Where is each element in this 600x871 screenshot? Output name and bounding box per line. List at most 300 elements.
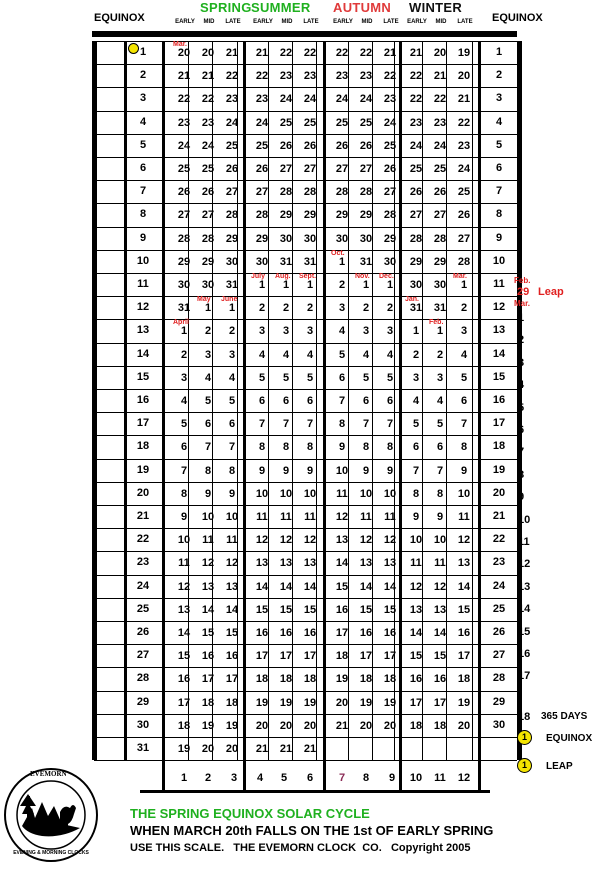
table-cell: 22 xyxy=(409,93,423,106)
table-cell: 27 xyxy=(255,186,269,199)
equinox-row-number-right: 12 xyxy=(492,301,506,314)
equinox-right-hline xyxy=(481,621,517,622)
evemorn-logo xyxy=(2,766,100,864)
table-cell: 10 xyxy=(279,487,293,500)
equinox-left-hline xyxy=(94,319,124,320)
table-cell: 29 xyxy=(383,232,397,245)
subcolumn-header: LATE xyxy=(303,19,319,25)
subcolumn-header: MID xyxy=(281,19,293,25)
equinox-left-hline xyxy=(94,621,124,622)
bottom-scale-number: 3 xyxy=(230,772,238,785)
table-cell: 13 xyxy=(457,557,471,570)
right-scale-number: 7 xyxy=(518,446,525,459)
grid-vline-extension xyxy=(478,760,481,790)
equinox-row-number-right: 29 xyxy=(492,695,506,708)
grid-hline xyxy=(124,667,482,668)
table-cell: 10 xyxy=(457,487,471,500)
legend-equinox: EQUINOX xyxy=(546,733,593,744)
table-cell: 15 xyxy=(201,627,215,639)
table-cell: 8 xyxy=(204,464,212,477)
table-cell: 6 xyxy=(282,395,290,407)
equinox-right-hline xyxy=(481,64,517,65)
grid-hline xyxy=(124,389,482,390)
table-cell: 10 xyxy=(433,534,447,547)
right-scale-number: 8 xyxy=(518,468,525,481)
table-cell: 24 xyxy=(457,163,471,175)
equinox-row-number-left: 27 xyxy=(136,649,150,662)
equinox-row-number-left: 10 xyxy=(136,254,150,267)
table-cell: 8 xyxy=(460,441,468,454)
grid-hline xyxy=(124,87,482,88)
equinox-right-hline xyxy=(481,737,517,738)
table-cell: 1 xyxy=(306,279,314,291)
table-cell: 23 xyxy=(409,116,423,129)
equinox-row-number-right: 3 xyxy=(495,92,503,105)
grid-hline xyxy=(124,435,482,436)
table-cell: 14 xyxy=(433,627,447,639)
table-cell: 4 xyxy=(338,325,346,338)
table-cell: 20 xyxy=(457,719,471,732)
table-cell: 22 xyxy=(383,70,397,83)
table-cell: 13 xyxy=(255,557,269,570)
equinox-right-hline xyxy=(481,296,517,297)
table-cell: 26 xyxy=(383,163,397,175)
table-cell: 26 xyxy=(201,186,215,199)
table-cell: 7 xyxy=(362,418,370,431)
header-rule xyxy=(92,31,517,37)
grid-hline xyxy=(124,111,482,112)
table-cell: 11 xyxy=(336,487,348,500)
equinox-row-number-right: 14 xyxy=(492,347,506,360)
table-cell: 1 xyxy=(460,279,468,291)
grid-hline xyxy=(124,459,482,460)
right-scale-number: 5 xyxy=(518,401,525,414)
table-cell: 8 xyxy=(436,487,444,500)
table-cell: 31 xyxy=(177,302,191,315)
equinox-right-hline xyxy=(481,134,517,135)
table-cell: 2 xyxy=(282,302,290,315)
table-cell: 18 xyxy=(335,650,349,663)
equinox-right-hline xyxy=(481,203,517,204)
table-cell: 20 xyxy=(359,719,373,732)
table-cell: 12 xyxy=(279,534,293,547)
table-cell: 18 xyxy=(279,673,293,686)
table-cell: 25 xyxy=(409,163,423,175)
equinox-left-hline xyxy=(94,389,124,390)
equinox-row-number-right: 28 xyxy=(492,672,506,685)
equinox-right-hline xyxy=(481,691,517,692)
table-cell: 22 xyxy=(225,70,239,83)
table-cell: 13 xyxy=(225,580,239,593)
table-cell: 23 xyxy=(225,93,239,106)
table-cell: 3 xyxy=(460,325,468,338)
table-cell: 9 xyxy=(436,511,444,523)
table-cell: 4 xyxy=(228,371,236,384)
equinox-row-number-left: 22 xyxy=(136,533,150,546)
table-cell: 2 xyxy=(460,302,468,315)
table-cell: 16 xyxy=(177,673,191,686)
equinox-left-hline xyxy=(94,598,124,599)
right-scale-number: 3 xyxy=(518,356,525,369)
equinox-row-number-right: 6 xyxy=(495,162,503,174)
table-cell: 14 xyxy=(201,603,215,616)
equinox-row-number-left: 1 xyxy=(139,46,147,58)
grid-hline xyxy=(124,296,482,297)
table-cell: 22 xyxy=(279,47,293,59)
table-cell: 22 xyxy=(335,47,349,59)
table-cell: 28 xyxy=(359,186,373,199)
table-cell: 1 xyxy=(412,325,420,338)
table-cell: 5 xyxy=(386,371,394,384)
table-cell: 20 xyxy=(303,719,317,732)
table-cell: 17 xyxy=(457,650,471,663)
table-cell: 6 xyxy=(306,395,314,407)
table-cell: 22 xyxy=(457,116,471,129)
table-cell: 4 xyxy=(258,348,266,361)
table-cell: 28 xyxy=(201,232,215,245)
equinox-right-hline xyxy=(481,482,517,483)
table-cell: 9 xyxy=(362,464,370,477)
equinox-marker-icon: 1 xyxy=(517,730,532,745)
subcolumn-header: EARLY xyxy=(175,19,195,25)
month-label: Dec. xyxy=(379,273,394,280)
table-cell: 15 xyxy=(225,627,239,639)
table-cell: 13 xyxy=(335,534,349,547)
equinox-row-number-left: 24 xyxy=(136,579,150,592)
equinox-left-hline xyxy=(94,575,124,576)
table-cell: 12 xyxy=(335,511,349,523)
equinox-row-number-right: 4 xyxy=(495,115,503,128)
equinox-start-marker-icon xyxy=(128,43,139,54)
table-cell: 23 xyxy=(457,139,471,152)
table-cell: 17 xyxy=(409,696,423,709)
grid-hline xyxy=(124,714,482,715)
table-cell: 6 xyxy=(362,395,370,407)
table-cell: 27 xyxy=(433,209,447,222)
table-cell: 4 xyxy=(436,395,444,407)
right-scale-number: 11 xyxy=(518,536,530,548)
grid-hline xyxy=(124,737,482,738)
grid-hline xyxy=(124,644,482,645)
equinox-row-number-right: 18 xyxy=(492,440,506,453)
table-cell: 15 xyxy=(383,603,397,616)
equinox-row-number-right: 26 xyxy=(492,626,506,638)
month-label: Jan. xyxy=(405,296,420,304)
table-cell: 29 xyxy=(303,209,317,222)
equinox-left-hline xyxy=(94,714,124,715)
table-cell: 21 xyxy=(279,743,293,755)
equinox-right-hline xyxy=(481,319,517,320)
equinox-row-number-left: 17 xyxy=(136,417,150,430)
table-cell: 12 xyxy=(177,580,191,593)
table-cell: 7 xyxy=(204,441,212,454)
table-cell: 30 xyxy=(201,279,215,291)
table-cell: 1 xyxy=(338,255,346,268)
table-cell: 21 xyxy=(225,47,239,59)
feb-label: Feb. xyxy=(514,276,531,285)
right-scale-number: 2 xyxy=(518,334,525,347)
grid-hline xyxy=(124,482,482,483)
legend-leap: LEAP xyxy=(546,761,573,772)
table-cell: 1 xyxy=(204,302,212,315)
table-cell: 30 xyxy=(409,279,423,291)
table-cell: 4 xyxy=(412,395,420,407)
table-cell: 20 xyxy=(433,47,447,59)
table-cell: 2 xyxy=(180,348,188,361)
table-cell: 17 xyxy=(255,650,269,663)
table-cell: 2 xyxy=(204,325,212,338)
table-cell: 25 xyxy=(335,116,349,129)
table-cell: 9 xyxy=(282,464,290,477)
table-cell: 10 xyxy=(177,534,191,547)
table-cell: 15 xyxy=(433,650,447,663)
table-cell: 24 xyxy=(383,116,397,129)
mar-label: Mar. xyxy=(514,299,531,308)
table-cell: 26 xyxy=(433,186,447,199)
equinox-right-hline xyxy=(481,760,517,761)
table-cell: 5 xyxy=(180,418,188,431)
equinox-row-number-left: 26 xyxy=(136,626,150,638)
table-cell: 11 xyxy=(384,511,396,523)
table-cell: 14 xyxy=(383,580,397,593)
table-cell: 24 xyxy=(335,93,349,106)
right-scale-number: 18 xyxy=(518,711,531,723)
table-cell: 19 xyxy=(303,696,317,709)
grid-hline xyxy=(124,203,482,204)
table-cell: 20 xyxy=(201,743,215,755)
bottom-scale-number: 9 xyxy=(388,772,396,785)
equinox-right-hline xyxy=(481,366,517,367)
equinox-row-number-right: 7 xyxy=(495,185,503,198)
table-cell: 27 xyxy=(303,163,317,175)
bottom-scale-number: 6 xyxy=(306,772,314,785)
table-cell: 26 xyxy=(177,186,191,199)
table-cell: 30 xyxy=(225,255,239,268)
equinox-left-hline xyxy=(94,412,124,413)
table-cell: 10 xyxy=(359,487,373,500)
table-cell: 27 xyxy=(359,163,373,175)
table-cell: 3 xyxy=(412,371,420,384)
table-cell: 23 xyxy=(255,93,269,106)
grid-hline xyxy=(124,575,482,576)
table-cell: 3 xyxy=(338,302,346,315)
equinox-row-number-right: 20 xyxy=(492,486,506,499)
month-label: Nov. xyxy=(355,273,370,280)
table-cell: 14 xyxy=(303,580,317,593)
bottom-rule xyxy=(140,790,490,793)
table-cell: 20 xyxy=(225,743,239,755)
table-cell: 7 xyxy=(338,395,346,407)
equinox-left-hline xyxy=(94,737,124,738)
table-cell: 22 xyxy=(177,93,191,106)
equinox-left-hline xyxy=(94,366,124,367)
table-cell: 11 xyxy=(458,511,470,523)
table-cell: 16 xyxy=(279,627,293,639)
table-cell: 13 xyxy=(383,557,397,570)
equinox-left-hline xyxy=(94,459,124,460)
subcolumn-header: MID xyxy=(435,19,447,25)
table-cell: 27 xyxy=(177,209,191,222)
subcolumn-header: MID xyxy=(203,19,215,25)
grid-vline xyxy=(162,41,165,760)
table-cell: 2 xyxy=(258,302,266,315)
table-cell: 19 xyxy=(457,47,471,59)
table-cell: 18 xyxy=(255,673,269,686)
table-cell: 22 xyxy=(359,47,373,59)
equinox-row-number-right: 1 xyxy=(495,46,503,58)
table-cell: 24 xyxy=(225,116,239,129)
month-label: Oct. xyxy=(331,249,345,257)
table-cell: 2 xyxy=(412,348,420,361)
equinox-row-number-right: 30 xyxy=(492,718,506,731)
table-cell: 15 xyxy=(457,603,471,616)
bottom-scale-number: 12 xyxy=(457,772,471,785)
table-cell: 21 xyxy=(303,743,317,755)
equinox-row-number-right: 10 xyxy=(492,254,506,267)
table-cell: 29 xyxy=(409,255,423,268)
footer-line3: USE THIS SCALE. THE EVEMORN CLOCK CO. Copyright 2005 xyxy=(130,842,471,854)
bottom-scale-number: 5 xyxy=(280,772,288,785)
table-cell: 12 xyxy=(225,557,239,570)
table-cell: 25 xyxy=(383,139,397,152)
table-cell: 20 xyxy=(255,719,269,732)
table-cell: 11 xyxy=(304,511,316,523)
equinox-row-number-left: 15 xyxy=(136,370,150,383)
table-cell: 9 xyxy=(460,464,468,477)
grid-hline xyxy=(124,366,482,367)
table-cell: 3 xyxy=(258,325,266,338)
equinox-row-number-right: 16 xyxy=(492,394,506,406)
equinox-row-number-right: 8 xyxy=(495,208,503,221)
table-cell: 11 xyxy=(202,534,214,547)
equinox-left-hline xyxy=(94,528,124,529)
equinox-right-hline xyxy=(481,667,517,668)
bottom-scale-number: 10 xyxy=(409,772,423,785)
table-cell: 23 xyxy=(359,70,373,83)
equinox-right-hline xyxy=(481,273,517,274)
table-cell: 27 xyxy=(335,163,349,175)
table-cell: 7 xyxy=(412,464,420,477)
table-cell: 10 xyxy=(383,487,397,500)
table-cell: 22 xyxy=(255,70,269,83)
equinox-left-hline xyxy=(94,227,124,228)
season-autumn: AUTUMN xyxy=(333,0,392,15)
equinox-row-number-right: 13 xyxy=(492,324,506,337)
table-cell: 5 xyxy=(258,371,266,384)
table-cell: 24 xyxy=(201,139,215,152)
table-cell: 19 xyxy=(225,719,239,732)
equinox-row-number-left: 4 xyxy=(139,115,147,128)
table-cell: 31 xyxy=(225,279,239,291)
table-cell: 19 xyxy=(279,696,293,709)
month-label: Mar. xyxy=(173,41,188,48)
table-cell: 3 xyxy=(228,348,236,361)
table-cell: 9 xyxy=(258,464,266,477)
table-cell: 6 xyxy=(436,441,444,454)
equinox-row-number-right: 15 xyxy=(492,370,506,383)
table-cell: 30 xyxy=(177,279,191,291)
table-cell: 16 xyxy=(225,650,239,663)
table-cell: 14 xyxy=(225,603,239,616)
table-cell: 16 xyxy=(383,627,397,639)
table-cell: 5 xyxy=(338,348,346,361)
table-cell: 24 xyxy=(177,139,191,152)
table-cell: 15 xyxy=(255,603,269,616)
table-cell: 29 xyxy=(433,255,447,268)
equinox-left-hline xyxy=(94,64,124,65)
table-cell: 6 xyxy=(460,395,468,407)
table-cell: 16 xyxy=(457,627,471,639)
table-cell: 14 xyxy=(279,580,293,593)
bottom-scale-number: 11 xyxy=(434,772,446,785)
table-cell: 29 xyxy=(201,255,215,268)
grid-hline xyxy=(124,180,482,181)
equinox-right-hline xyxy=(481,180,517,181)
bottom-scale-number: 7 xyxy=(338,772,346,785)
table-cell: 12 xyxy=(303,534,317,547)
table-cell: 1 xyxy=(180,325,188,338)
table-cell: 24 xyxy=(279,93,293,106)
grid-hline xyxy=(124,227,482,228)
table-cell: 4 xyxy=(282,348,290,361)
equinox-row-number-left: 2 xyxy=(139,69,147,82)
equinox-left-hline xyxy=(94,667,124,668)
table-cell: 30 xyxy=(383,255,397,268)
table-cell: 23 xyxy=(303,70,317,83)
subcolumn-header: EARLY xyxy=(407,19,427,25)
equinox-right-hline xyxy=(481,389,517,390)
leap-day: 29 xyxy=(517,286,530,298)
table-cell: 13 xyxy=(303,557,317,570)
table-cell: 4 xyxy=(362,348,370,361)
table-cell: 21 xyxy=(383,47,397,59)
table-cell: 25 xyxy=(225,139,239,152)
table-cell: 23 xyxy=(201,116,215,129)
equinox-right-hline xyxy=(481,157,517,158)
table-cell: 30 xyxy=(279,232,293,245)
right-scale-number: 17 xyxy=(518,670,531,683)
table-cell: 23 xyxy=(335,70,349,83)
table-cell: 29 xyxy=(255,232,269,245)
table-cell: 13 xyxy=(201,580,215,593)
equinox-right-label: EQUINOX xyxy=(492,12,543,24)
table-cell: 5 xyxy=(436,418,444,431)
equinox-row-number-left: 8 xyxy=(139,208,147,221)
grid-hline xyxy=(124,157,482,158)
table-cell: 14 xyxy=(359,580,373,593)
equinox-row-number-right: 9 xyxy=(495,231,503,244)
grid-hline xyxy=(124,598,482,599)
table-cell: 22 xyxy=(433,93,447,106)
equinox-row-number-left: 12 xyxy=(136,301,150,314)
table-cell: 15 xyxy=(409,650,423,663)
table-cell: 7 xyxy=(460,418,468,431)
grid-hline xyxy=(124,134,482,135)
equinox-row-number-right: 19 xyxy=(492,463,506,476)
table-cell: 6 xyxy=(258,395,266,407)
equinox-row-number-left: 21 xyxy=(136,510,150,522)
table-cell: 1 xyxy=(436,325,444,338)
table-cell: 11 xyxy=(226,534,238,547)
table-cell: 25 xyxy=(359,116,373,129)
equinox-left-hline xyxy=(94,203,124,204)
table-cell: 14 xyxy=(409,627,423,639)
equinox-row-number-right: 11 xyxy=(493,278,505,290)
table-cell: 18 xyxy=(359,673,373,686)
season-summer: SUMMER xyxy=(251,0,311,15)
table-cell: 6 xyxy=(412,441,420,454)
table-cell: 3 xyxy=(362,325,370,338)
